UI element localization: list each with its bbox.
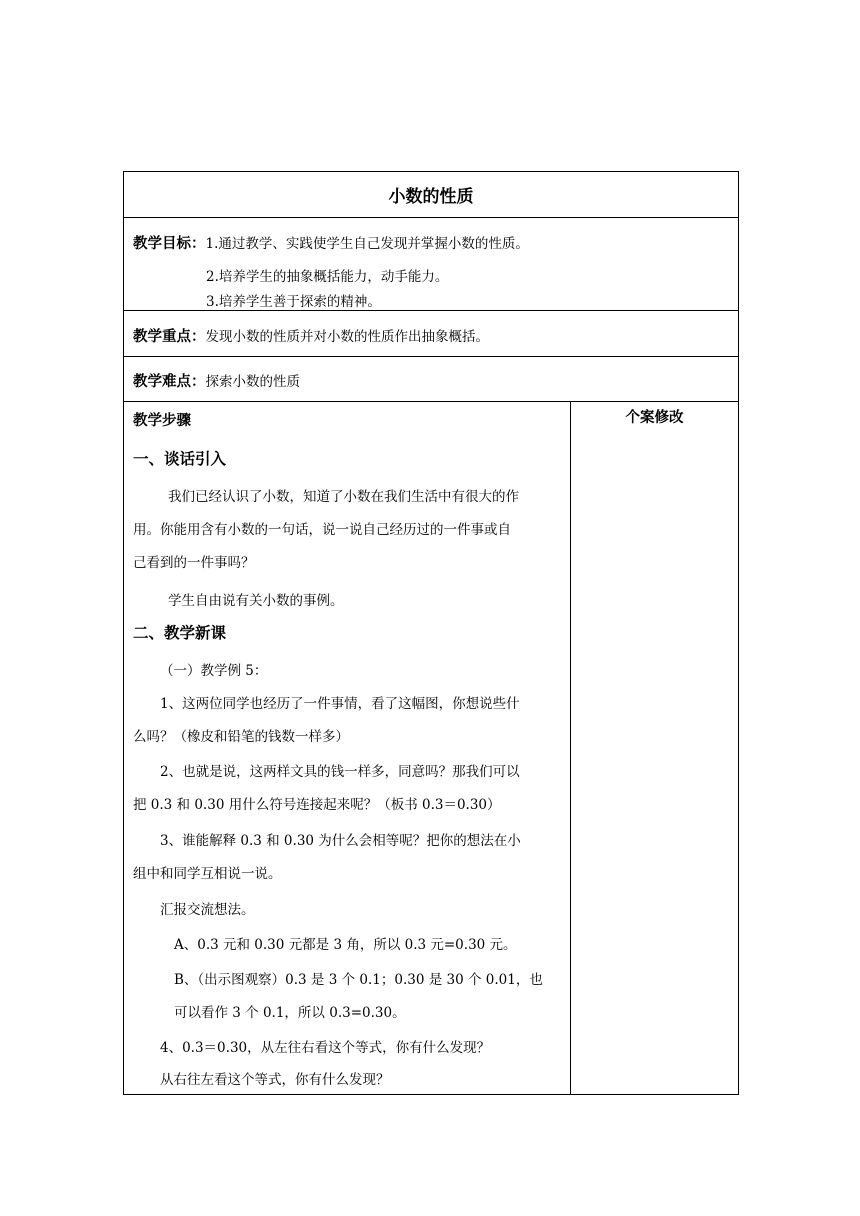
difficulty-label: 教学难点： [133, 374, 206, 390]
key-point-label: 教学重点： [133, 329, 206, 345]
teaching-difficulty-row [124, 357, 738, 402]
title-row [124, 172, 738, 218]
steps-heading: 教学步骤 [133, 413, 191, 429]
goal-item-3: 3.培养学生善于探索的精神。 [206, 294, 381, 310]
question-2-line-2: 把 0.3 和 0.30 用什么符号连接起来呢？（板书 0.3＝0.30） [133, 797, 501, 813]
idea-b-line-1: B、（出示图观察）0.3 是 3 个 0.1；0.30 是 30 个 0.01，也 [174, 972, 543, 988]
goal-line-1 [133, 232, 529, 253]
example-5-heading: （一）教学例 5： [160, 663, 268, 679]
question-3-line-2: 组中和同学互相说一说。 [133, 866, 282, 882]
goal-item-1: 1.通过教学、实践使学生自己发现并掌握小数的性质。 [205, 236, 529, 252]
question-2-line-1: 2、也就是说，这两样文具的钱一样多，同意吗？那我们可以 [160, 764, 520, 780]
intro-paragraph-line-2: 用。你能用含有小数的一句话，说一说自己经历过的一件事或自 [133, 522, 511, 538]
revision-column [571, 402, 738, 1094]
teaching-key-row [124, 311, 738, 357]
question-5: 从右往左看这个等式，你有什么发现？ [160, 1072, 390, 1088]
report-exchange: 汇报交流想法。 [160, 902, 255, 918]
idea-a: A、0.3 元和 0.30 元都是 3 角，所以 0.3 元=0.30 元。 [174, 937, 517, 953]
difficulty-line [133, 370, 300, 391]
idea-b-line-2: 可以看作 3 个 0.1，所以 0.3=0.30。 [174, 1005, 406, 1021]
intro-paragraph-line-3: 己看到的一件事吗？ [133, 555, 255, 571]
teaching-steps-column [124, 402, 571, 1094]
section-1-heading: 一、谈话引入 [133, 450, 227, 468]
teaching-steps-row [124, 402, 738, 1094]
question-4: 4、0.3＝0.30，从左往右看这个等式，你有什么发现？ [160, 1040, 491, 1056]
key-point-text: 发现小数的性质并对小数的性质作出抽象概括。 [205, 329, 489, 345]
difficulty-text: 探索小数的性质 [205, 374, 300, 390]
goal-item-2: 2.培养学生的抽象概括能力，动手能力。 [206, 269, 449, 285]
students-examples: 学生自由说有关小数的事例。 [168, 593, 344, 609]
question-3-line-1: 3、谁能解释 0.3 和 0.30 为什么会相等呢？把你的想法在小 [160, 833, 521, 849]
question-1-line-1: 1、这两位同学也经历了一件事情，看了这幅图，你想说些什 [160, 696, 520, 712]
intro-paragraph-line-1: 我们已经认识了小数，知道了小数在我们生活中有很大的作 [168, 489, 519, 505]
lesson-plan-table [123, 171, 739, 1095]
key-line [133, 325, 489, 346]
revision-heading: 个案修改 [625, 410, 684, 426]
teaching-goals-label: 教学目标： [133, 236, 206, 252]
lesson-title: 小数的性质 [388, 187, 474, 207]
section-2-heading: 二、教学新课 [133, 624, 227, 642]
teaching-goals-row [124, 218, 738, 311]
question-1-line-2: 么吗？（橡皮和铅笔的钱数一样多） [133, 729, 349, 745]
